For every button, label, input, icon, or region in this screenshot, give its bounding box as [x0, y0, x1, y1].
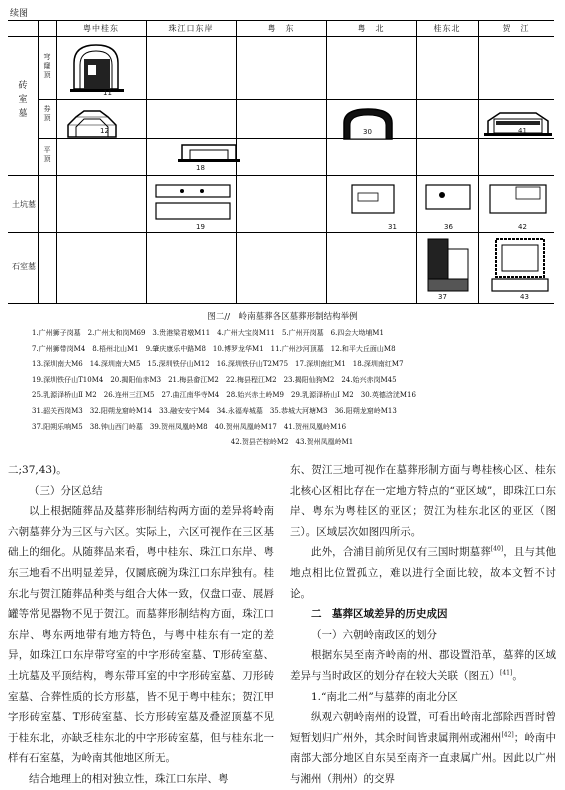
- tomb-drawing-11: [66, 41, 130, 95]
- row-divider: [8, 232, 554, 233]
- tomb-drawing-18: [176, 141, 242, 163]
- table-vline: [38, 21, 39, 303]
- figure-number: 43: [520, 293, 529, 301]
- body-paragraph: 此外，合浦目前所见仅有三国时期墓葬[40]，且与其他地点相比位置孤立，难以进行全面比较，故本文暂不讨论。: [290, 545, 557, 600]
- body-paragraph: 根据东吴至南齐岭南的州、郡设置沿革，墓葬的区域差异与当时政区的划分存在较大关联（图五）[41]。: [290, 649, 556, 682]
- figure-table: [8, 20, 554, 304]
- tomb-drawing-36: [422, 181, 476, 223]
- tomb-drawing-42: [486, 181, 550, 223]
- footnote-ref: [42]: [501, 731, 514, 739]
- figure-number: 12: [100, 127, 109, 135]
- row-divider: [38, 99, 554, 100]
- tomb-drawing-37: [422, 235, 476, 297]
- figure-caption: 图二// 岭南墓葬各区墓葬形制结构举例: [207, 312, 358, 322]
- body-paragraph: 结合地理上的相对独立性，珠江口东岸、粤: [29, 772, 229, 785]
- table-vline: [326, 21, 327, 303]
- caption-line: 37.阳朔乐响M5 38.钟山西门岭墓 39.贺州凤凰岭M8 40.贺州凤凰岭M17 41.贺州凤凰岭M16: [32, 422, 347, 431]
- figure-number: 31: [388, 223, 397, 231]
- body-column-left: [8, 460, 274, 790]
- subrow-header-barrel: 券顶: [43, 105, 51, 122]
- section-heading: 二 墓葬区域差异的历史成因: [311, 608, 448, 621]
- row-header-brick: 砖室墓: [18, 81, 28, 119]
- col-header: 贺 江: [502, 24, 530, 33]
- body-paragraph: 二;37,43)。: [8, 464, 67, 476]
- col-header: 珠江口东岸: [168, 24, 214, 33]
- figure-number: 11: [103, 89, 112, 97]
- subsection-heading: （一）六朝岭南政区的划分: [311, 628, 437, 641]
- figure-number: 19: [196, 223, 205, 231]
- table-vline: [146, 21, 147, 303]
- tomb-drawing-30: [340, 105, 396, 143]
- caption-line: 13.深圳南大M6 14.深圳南大M5 15.深圳铁仔山M12 16.深圳铁仔山T2M75 17.深圳南红M1 18.深圳南红M7: [32, 360, 404, 369]
- tomb-drawing-31: [348, 181, 398, 223]
- figure-number: 41: [518, 127, 527, 135]
- tomb-drawing-43: [490, 235, 550, 297]
- caption-line: 25.乳源泽桥山Ⅱ M2 26.连州三江M5 27.曲江南华寺M4 28.始兴赤土岭M9 29.乳源泽桥山Ⅰ M2 30.英德浛洸M16: [32, 391, 416, 400]
- subsubsection-heading: 1.“南北二州”与墓葬的南北分区: [311, 690, 458, 703]
- col-header: 粤中桂东: [83, 24, 119, 33]
- table-vline: [416, 21, 417, 303]
- col-header: 粤 北: [357, 24, 385, 33]
- caption-line: 1.广州狮子岗墓 2.广州太和岗M69 3.贵港梁君墩M11 4.广州大宝岗M11 5.广州开岗墓 6.四会大坳埔M1: [32, 329, 384, 337]
- body-column-right: [290, 460, 556, 790]
- tomb-drawing-12: [64, 105, 120, 141]
- caption-line: 19.深圳铁仔山T10M4 20.揭阳仙赤M3 21.梅县畲江M2 22.梅县程江M2 23.揭阳仙狗M2 24.始兴赤岗M45: [32, 375, 397, 384]
- caption-line: 31.韶关西岗M3 32.阳朔龙窟岭M14 33.融安安宁M4 34.永福寿城墓 35.恭城大河塘M3 36.阳朔龙窟岭M13: [32, 406, 397, 415]
- subrow-header-flat: 平顶: [43, 146, 51, 163]
- caption-line: 42.贺县芒棕岭M2 43.贺州凤凰岭M1: [230, 438, 354, 447]
- figure-number: 18: [196, 164, 205, 172]
- figure-number: 30: [363, 128, 372, 136]
- caption-line: 7.广州狮带岗M4 8.梧州北山M1 9.肇庆康乐中路M8 10.博罗龙华M1 11.广州沙河顶墓 12.和平大丘面山M8: [32, 344, 396, 353]
- row-header-pit: 土坑墓: [12, 200, 36, 209]
- row-divider: [8, 175, 554, 176]
- table-vline: [478, 21, 479, 303]
- row-header-stone: 石室墓: [12, 262, 36, 271]
- col-header: 桂东北: [433, 24, 461, 33]
- continued-label: 续图: [10, 9, 29, 19]
- table-vline: [56, 21, 57, 303]
- footnote-ref: [41]: [500, 669, 513, 677]
- subrow-header-vault: 穹窿顶: [43, 53, 51, 79]
- tomb-drawing-19: [152, 181, 234, 223]
- body-paragraph: 以上根据随葬品及墓葬形制结构两方面的差异将岭南六朝墓葬分为三区与六区。实际上，六区可视作在三区基础上的细化。从随葬品来看，粤中桂东、珠江口东岸、粤东三地看不出明显差异，仅圜底碗为珠江口东岸独有。桂东北与贺江随葬品种类与组合大体一致，仅盘口壶、展唇罐等常见器物不见于贺江。而墓葬形制结构方面，珠江口东岸、粤东两地带有地方特色，与粤中桂东有一定的差异，如珠江口东岸带穹室的中字形砖室墓、T形砖室墓、土坑墓及平顶结构，粤东带耳室的中字形砖室墓、刀形砖室墓、合葬性质的长方形墓，皆不见于粤中桂东；贺江甲字形砖室墓、T形砖室墓、长方形砖室墓及叠涩顶墓不见于桂东北，亦缺乏桂东北的中字形砖室墓，但与桂东北一样有石室墓，为岭南其他地区所无。: [8, 505, 274, 765]
- figure-number: 42: [518, 223, 527, 231]
- figure-number: 36: [444, 223, 453, 231]
- caption-list: [32, 326, 552, 451]
- col-header: 粤 东: [267, 24, 295, 33]
- body-paragraph: 东、贺江三地可视作在墓葬形制方面与粤桂核心区、桂东北核心区相比存在一定地方特点的“亚区域”，即珠江口东岸、粤东为粤桂区的亚区；贺江为桂东北区的亚区（图三）。区域层次如图四所示。: [290, 464, 556, 538]
- header-rule: [8, 36, 554, 37]
- subsection-heading: （三）分区总结: [29, 484, 103, 497]
- footnote-ref: [40]: [490, 545, 504, 553]
- body-paragraph: 纵观六朝岭南州的设置，可看出岭南北部除西晋时曾短暂划归广州外，其余时间皆隶属荆州或湘州[42]；岭南中南部大部分地区自东吴至南齐一直隶属广州。因此以广州与湘州（荆州）的交界: [290, 711, 556, 785]
- figure-number: 37: [438, 293, 447, 301]
